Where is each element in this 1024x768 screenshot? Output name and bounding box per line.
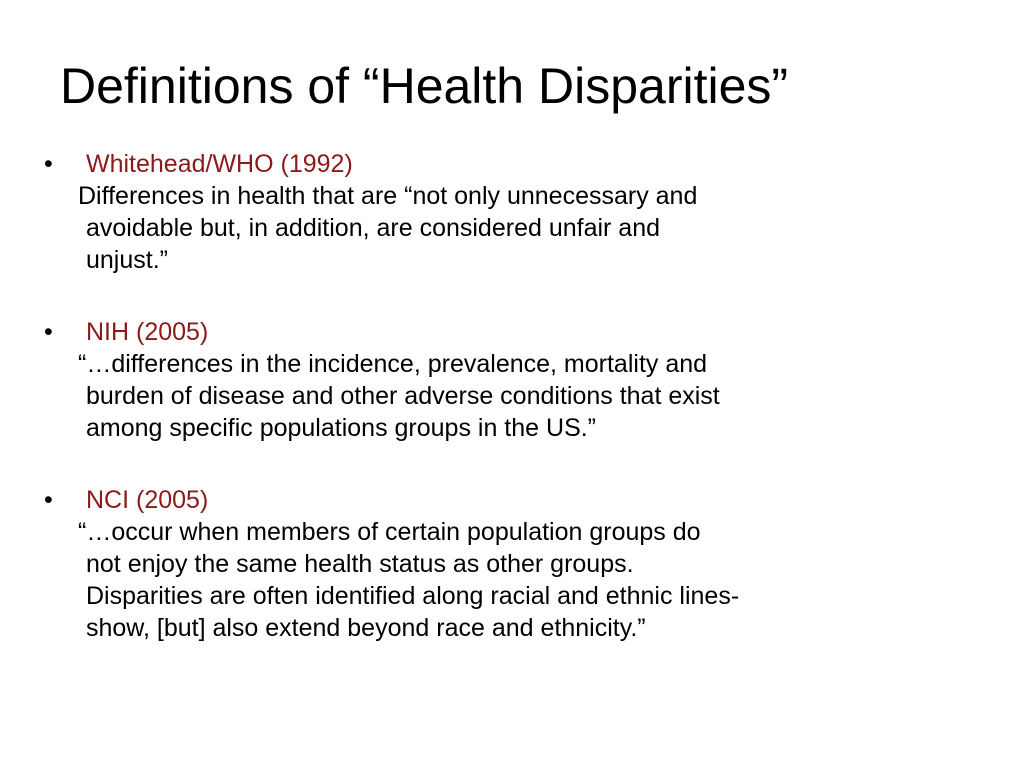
definition-line: “…differences in the incidence, prevalence, mortality and xyxy=(78,350,708,378)
entry-heading-line xyxy=(44,484,944,516)
definition-line: Differences in health that are “not only unnecessary and xyxy=(78,182,698,210)
bullet-icon: • xyxy=(44,486,53,514)
definition-entry-nci xyxy=(44,484,944,644)
entry-heading-line xyxy=(44,148,944,180)
definition-line: show, [but] also extend beyond race and ethnicity.” xyxy=(86,614,646,642)
bullet-icon: • xyxy=(44,318,53,346)
entry-definition xyxy=(44,180,944,276)
entry-definition xyxy=(44,348,944,444)
definition-line: unjust.” xyxy=(86,246,168,274)
entry-definition xyxy=(44,516,944,644)
definition-line: burden of disease and other adverse conditions that exist xyxy=(86,382,720,410)
definition-line: not enjoy the same health status as other groups. xyxy=(86,550,634,578)
definition-entry-nih xyxy=(44,316,944,444)
entry-heading: NIH (2005) xyxy=(86,318,209,346)
definition-line: avoidable but, in addition, are considered unfair and xyxy=(86,214,661,242)
entry-heading: NCI (2005) xyxy=(86,486,209,514)
definition-entry-whitehead-who xyxy=(44,148,944,276)
entry-heading-line xyxy=(44,316,944,348)
definition-line: Disparities are often identified along racial and ethnic lines- xyxy=(86,582,740,610)
entry-heading: Whitehead/WHO (1992) xyxy=(86,150,353,178)
definitions-list xyxy=(44,148,944,644)
definition-line: “…occur when members of certain population groups do xyxy=(78,518,701,546)
slide-title: Definitions of “Health Disparities” xyxy=(60,58,789,114)
bullet-icon: • xyxy=(44,150,53,178)
definition-line: among specific populations groups in the US.” xyxy=(86,414,597,442)
